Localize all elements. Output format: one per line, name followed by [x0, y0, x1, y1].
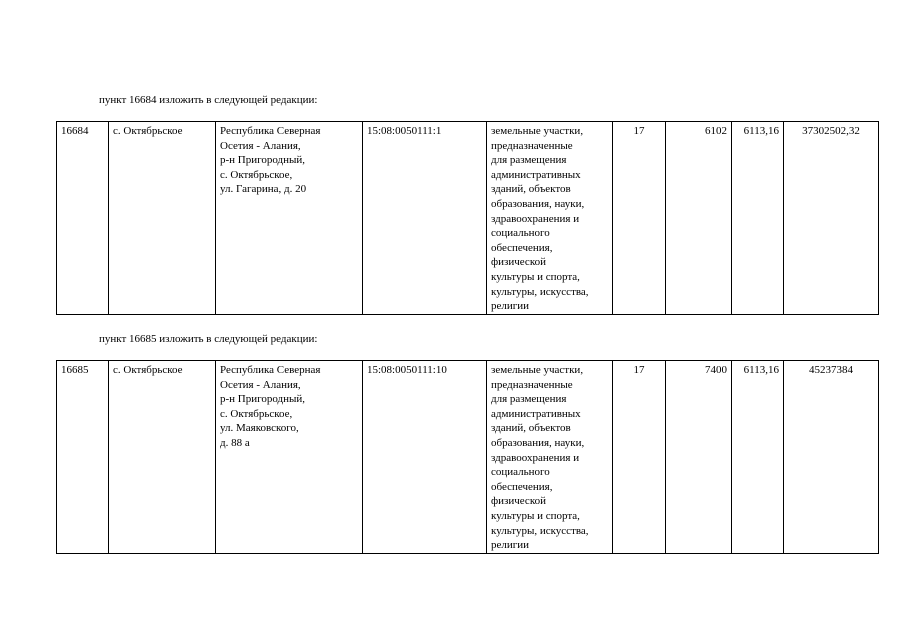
land-area: 7400	[666, 361, 732, 554]
record-number: 16685	[57, 361, 109, 554]
cadastral-value: 45237384	[784, 361, 879, 554]
amendment-intro-2: пункт 16685 изложить в следующей редакции:	[99, 333, 318, 345]
table-row	[57, 122, 879, 315]
address: Республика Северная Осетия - Алания, р-н Пригородный, с. Октябрьское, ул. Маяковского, д. 88 а	[216, 361, 363, 554]
land-purpose: земельные участки, предназначенные для размещения административных зданий, объектов образования, науки, здравоохранения и социального обеспечения, физической культуры и спорта, культуры, искусства, религии	[487, 122, 613, 315]
purpose-code: 17	[613, 361, 666, 554]
land-purpose: земельные участки, предназначенные для размещения административных зданий, объектов образования, науки, здравоохранения и социального обеспечения, физической культуры и спорта, культуры, искусства, религии	[487, 361, 613, 554]
record-number: 16684	[57, 122, 109, 315]
settlement-name: с. Октябрьское	[109, 122, 216, 315]
cadastral-value: 37302502,32	[784, 122, 879, 315]
record-table-16684	[56, 121, 879, 315]
amendment-intro-1: пункт 16684 изложить в следующей редакции:	[99, 94, 318, 106]
purpose-code: 17	[613, 122, 666, 315]
settlement-name: с. Октябрьское	[109, 361, 216, 554]
unit-rate: 6113,16	[732, 122, 784, 315]
table-row	[57, 361, 879, 554]
record-table-16685	[56, 360, 879, 554]
cadastral-number: 15:08:0050111:1	[363, 122, 487, 315]
land-area: 6102	[666, 122, 732, 315]
unit-rate: 6113,16	[732, 361, 784, 554]
address: Республика Северная Осетия - Алания, р-н Пригородный, с. Октябрьское, ул. Гагарина, д. 20	[216, 122, 363, 315]
cadastral-number: 15:08:0050111:10	[363, 361, 487, 554]
